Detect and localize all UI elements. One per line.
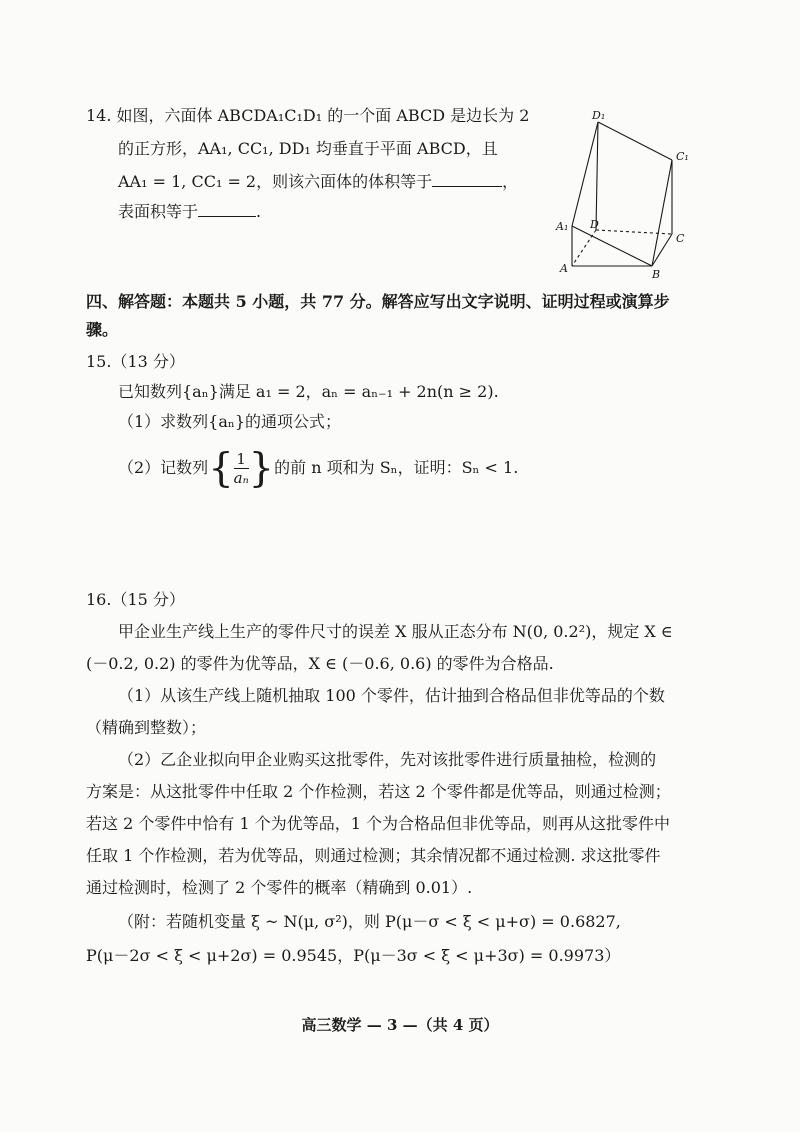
q16-part-2-line-1: （2）乙企业拟向甲企业购买这批零件，先对该批零件进行质量抽检，检测的 [118, 750, 657, 769]
left-brace: { [208, 445, 234, 492]
hexahedron-figure [552, 108, 702, 283]
volume-answer-blank [432, 170, 502, 187]
label-c: C [676, 232, 685, 245]
reciprocal-fraction [234, 450, 249, 487]
label-d: D [590, 218, 599, 231]
page-footer: 高三数学 — 3 —（共 4 页） [301, 1016, 499, 1034]
q14-line-3-text: AA₁ = 1, CC₁ = 2，则该六面体的体积等于 [118, 172, 433, 191]
q16-stem-line-2: (－0.2, 0.2) 的零件为优等品，X ∈ (－0.6, 0.6) 的零件为合格品. [86, 654, 554, 673]
q14-line-4-text: 表面积等于 [118, 202, 199, 221]
edge-d1-c1 [598, 122, 672, 160]
q15-part-2-pre: （2）记数列 [118, 458, 209, 477]
fraction-numerator: 1 [236, 450, 246, 468]
label-d1: D₁ [592, 109, 606, 122]
q16-note-line-1: （附：若随机变量 ξ ~ N(μ, σ²)，则 P(μ－σ < ξ < μ+σ) = 0.6827, [118, 912, 621, 931]
q14-line-3-end: ， [502, 172, 519, 191]
label-a: A [560, 262, 568, 275]
q16-part-1-line-1: （1）从该生产线上随机抽取 100 个零件，估计抽到合格品但非优等品的个数 [118, 686, 665, 705]
q15-header: 15.（13 分） [86, 352, 185, 371]
q14-line-2: 的正方形，AA₁, CC₁, DD₁ 均垂直于平面 ABCD，且 [118, 139, 498, 158]
q16-part-2-line-2: 方案是：从这批零件中任取 2 个作检测，若这 2 个零件都是优等品，则通过检测； [86, 782, 671, 801]
q16-part-2-line-5: 通过检测时，检测了 2 个零件的概率（精确到 0.01）. [86, 878, 473, 897]
right-brace: } [248, 445, 275, 492]
q16-stem-line-1: 甲企业生产线上生产的零件尺寸的误差 X 服从正态分布 N(0, 0.2²)，规定 X ∈ [118, 622, 673, 641]
q14-line-1: 14. 如图，六面体 ABCDA₁C₁D₁ 的一个面 ABCD 是边长为 2 [86, 106, 530, 125]
q14-line-4-end: . [256, 202, 262, 221]
edge-d1-d [596, 122, 598, 230]
q14-line-3 [118, 170, 518, 194]
label-a1: A₁ [556, 220, 569, 233]
edge-d-c-hidden [596, 230, 672, 234]
label-c1: C₁ [676, 150, 689, 163]
q16-part-2-line-4: 任取 1 个作检测，若为优等品，则通过检测；其余情况都不通过检测. 求这批零件 [86, 846, 661, 865]
fraction-denominator: aₙ [233, 469, 249, 487]
q15-part-2-post: 的前 n 项和为 Sₙ，证明：Sₙ < 1. [274, 458, 519, 477]
q14-line-4 [118, 200, 261, 224]
section-4-heading-line-2: 骤。 [86, 320, 119, 339]
q15-part-2 [118, 446, 518, 490]
q16-note-line-2: P(μ－2σ < ξ < μ+2σ) = 0.9545，P(μ－3σ < ξ < μ+3σ) = 0.9973） [86, 946, 621, 965]
edge-d1-a1 [572, 122, 598, 226]
q16-header: 16.（15 分） [86, 590, 185, 609]
q16-part-1-line-2: （精确到整数）； [86, 718, 207, 737]
label-b: B [652, 268, 661, 281]
q16-part-2-line-3: 若这 2 个零件中恰有 1 个为优等品，1 个为合格品但非优等品，则再从这批零件中 [86, 814, 670, 833]
edge-d-a-hidden [572, 230, 596, 266]
section-4-heading-line-1: 四、解答题：本题共 5 小题，共 77 分。解答应写出文字说明、证明过程或演算步 [86, 292, 670, 311]
surface-area-answer-blank [198, 200, 256, 217]
q15-part-1: （1）求数列{aₙ}的通项公式； [118, 412, 342, 431]
q15-given: 已知数列{aₙ}满足 a₁ = 2，aₙ = aₙ₋₁ + 2n(n ≥ 2). [118, 382, 499, 401]
